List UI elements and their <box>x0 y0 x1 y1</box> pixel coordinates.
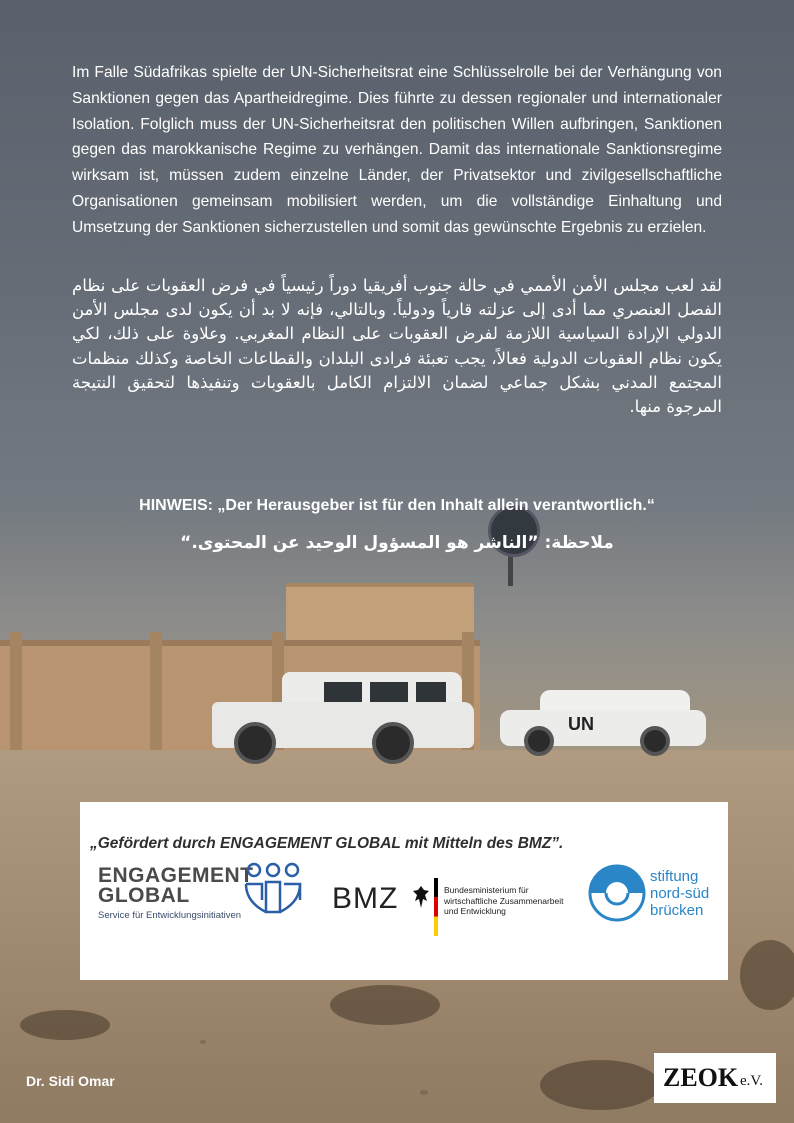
stiftung-line2: nord-süd <box>650 885 710 902</box>
federal-eagle-icon <box>412 884 430 910</box>
desert-shrub <box>540 1060 660 1110</box>
desert-shrub <box>330 985 440 1025</box>
stiftung-globe-icon <box>588 864 646 922</box>
zeok-name: ZEOK <box>663 1063 739 1092</box>
author-name: Dr. Sidi Omar <box>26 1073 115 1089</box>
un-vehicle <box>500 690 706 752</box>
bmz-abbreviation: BMZ <box>332 882 399 915</box>
bmz-logo <box>332 878 572 938</box>
stiftung-nord-sued-bruecken-logo <box>588 864 728 924</box>
disclaimer-arabic: ملاحظة: ”الناشر هو المسؤول الوحيد عن المحتوى.“ <box>180 533 614 553</box>
arabic-paragraph: لقد لعب مجلس الأمن الأممي في حالة جنوب أفريقيا دوراً رئيسياً في فرض العقوبات على نظام الفصل العنصري مما أدى إلى عزلته قارياً ودولياً. وبالتالي، فإنه لا بد أن يكون لدى مجلس الأمن الدولي الإرادة السياسية اللازمة لفرض العقوبات على النظام المغربي. وعلاوة على ذلك، لكي يكون نظام العقوبات الدولية فعالاً، يجب تعبئة فرادى البلدان والقطاعات الخاصة وكذلك منظمات المجتمع المدني بشكل جماعي لضمان الالتزام الكامل بالعقوبات وتنفيذها لتحقيق النتيجة المرجوة منها. <box>72 276 722 417</box>
white-land-cruiser <box>212 672 474 758</box>
un-marking: UN <box>568 714 594 734</box>
engagement-global-line2: GLOBAL <box>98 884 190 907</box>
disclaimer-german: HINWEIS: „Der Herausgeber ist für den Inhalt allein verantwortlich.“ <box>139 497 655 514</box>
desert-shrub <box>740 940 794 1010</box>
wall-pillar <box>10 632 22 768</box>
funding-box <box>80 802 728 980</box>
bmz-full-name: Bundesministerium für wirtschaftliche Zusammenarbeit und Entwicklung <box>444 885 564 916</box>
people-group-icon <box>242 862 304 918</box>
stiftung-line3: brücken <box>650 902 704 919</box>
german-flag-bar <box>434 878 438 936</box>
german-paragraph: Im Falle Südafrikas spielte der UN-Sicherheitsrat eine Schlüsselrolle bei der Verhängung von Sanktionen gegen das Apartheidregime. Dies führte zu dessen regionaler und internationaler Isolation. Folglich muss der UN-Sicherheitsrat den politischen Willen aufbringen, Sanktionen gegen das marokkanische Regime zu verhängen. Damit das internationale Sanktionsregime wirksam ist, müssen zudem einzelne Länder, der Privatsektor und zivilgesellschaftliche Organisationen gemeinsam mobilisiert werden, um die vollständige Einhaltung und Umsetzung der Sanktionen sicherzustellen und somit das gewünschte Ergebnis zu erzielen. <box>72 64 722 236</box>
desert-shrub <box>20 1010 110 1040</box>
zeok-suffix: e.V. <box>740 1073 764 1089</box>
stiftung-line1: stiftung <box>650 868 699 885</box>
engagement-global-tagline: Service für Entwicklungsinitiativen <box>98 910 242 921</box>
building <box>286 583 474 647</box>
zeok-logo <box>654 1053 776 1103</box>
funding-statement: „Gefördert durch ENGAGEMENT GLOBAL mit Mitteln des BMZ”. <box>90 835 564 852</box>
engagement-global-line1: ENGAGEMENT <box>98 864 254 887</box>
wall-pillar <box>150 632 162 768</box>
